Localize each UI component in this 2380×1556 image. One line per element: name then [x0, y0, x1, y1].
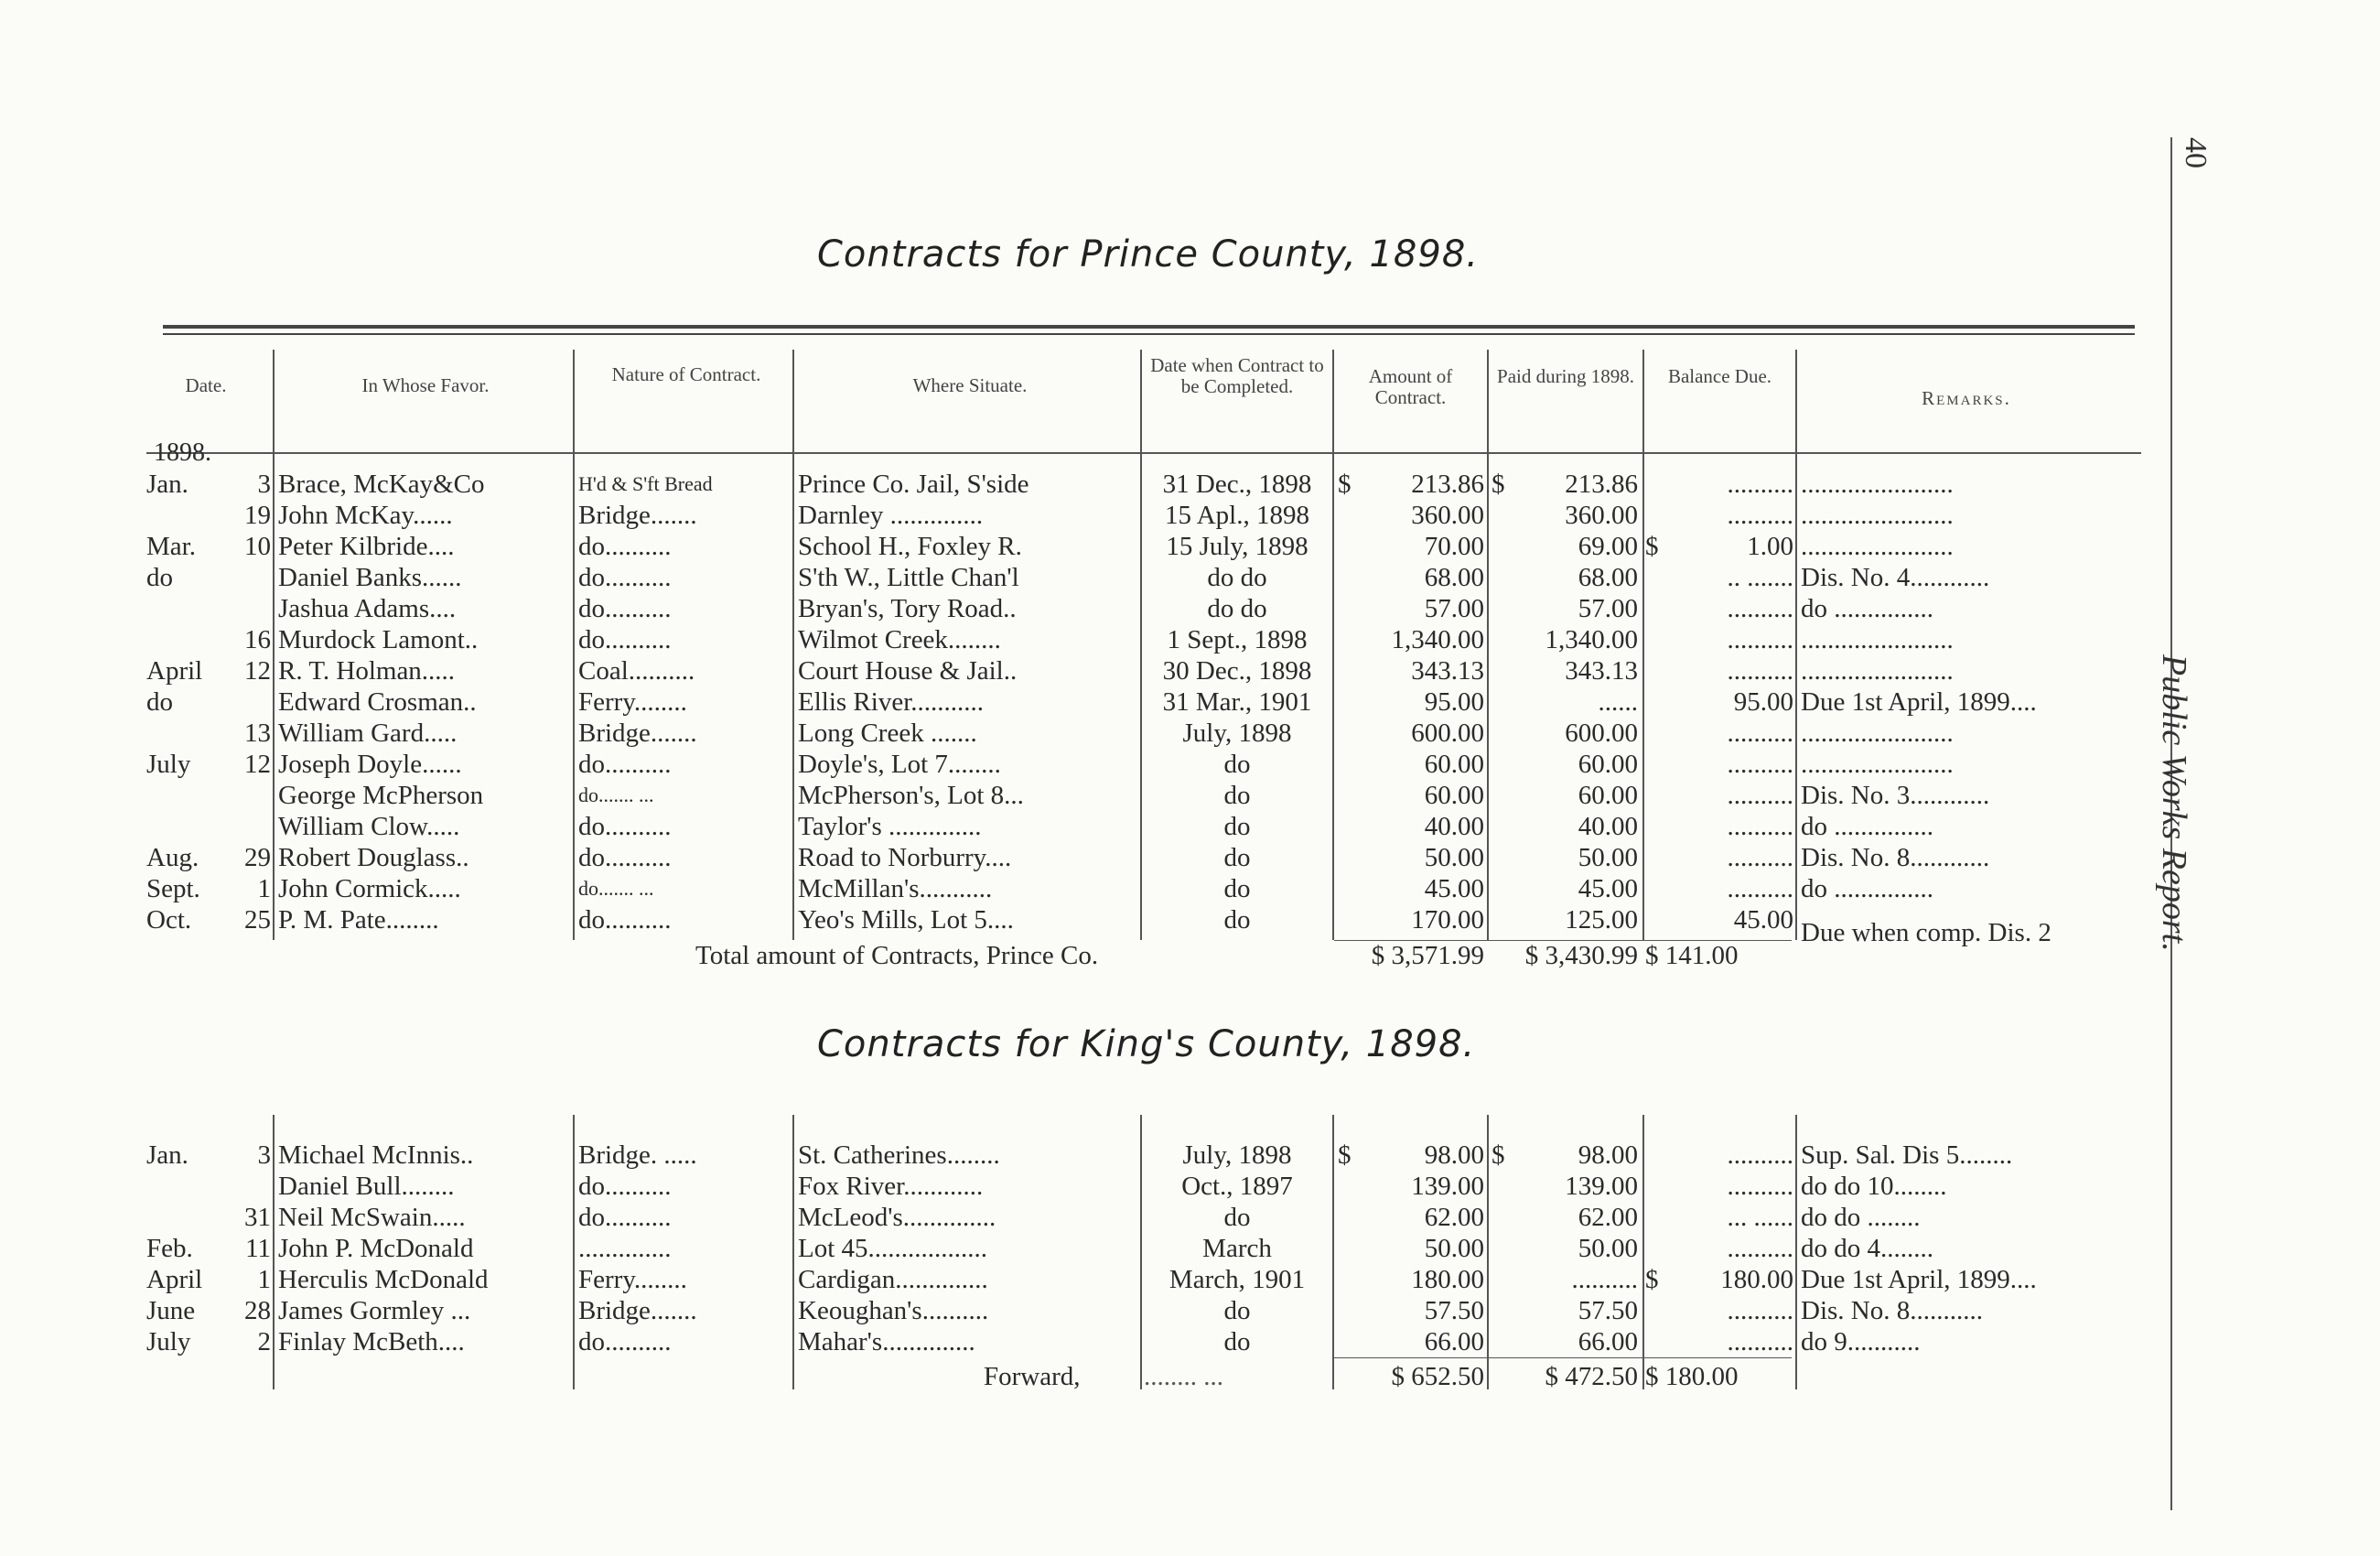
cell-amount: 45.00 — [1424, 874, 1484, 903]
cell-balance: .......... — [1727, 719, 1793, 748]
cell-balance: 95.00 — [1733, 687, 1793, 717]
cell-in-whose-favor: Jashua Adams.... — [278, 594, 457, 623]
cell-balance: .......... — [1727, 625, 1793, 654]
cell-month: Jan. — [146, 1140, 188, 1170]
prince-header-underline — [146, 452, 2141, 454]
cell-in-whose-favor: John P. McDonald — [278, 1234, 474, 1263]
cell-month: Oct. — [146, 905, 192, 935]
cell-in-whose-favor: Peter Kilbride.... — [278, 532, 455, 561]
cell-in-whose-favor: Edward Crosman.. — [278, 687, 477, 717]
cell-remarks: Sup. Sal. Dis 5........ — [1801, 1140, 2013, 1170]
cell-date-completed: do do — [1207, 563, 1267, 592]
cell-paid: 69.00 — [1578, 532, 1638, 561]
cell-month: July — [146, 750, 191, 779]
cell-balance: 1.00 — [1747, 532, 1793, 561]
cell-paid: 62.00 — [1578, 1203, 1638, 1232]
cell-date-completed: do do — [1207, 594, 1267, 623]
cell-nature: do....... ... — [578, 783, 654, 806]
header-amount-of-contract: Amount of Contract. — [1368, 365, 1453, 408]
cell-balance: ... ...... — [1727, 1203, 1793, 1232]
cell-in-whose-favor: John McKay...... — [278, 501, 453, 530]
cell-nature: Coal.......... — [578, 656, 695, 686]
cell-in-whose-favor: Michael McInnis.. — [278, 1140, 474, 1170]
cell-where-situate: Cardigan.............. — [798, 1265, 988, 1294]
cell-balance: .......... — [1727, 656, 1793, 686]
cell-remarks: ....................... — [1801, 470, 1954, 499]
total-amount: $ 3,571.99 — [1371, 941, 1484, 970]
cell-balance: .......... — [1727, 1296, 1793, 1325]
cell-amount: 60.00 — [1424, 781, 1484, 810]
cell-remarks: Due 1st April, 1899.... — [1801, 687, 2037, 717]
cell-paid: 68.00 — [1578, 563, 1638, 592]
cell-in-whose-favor: Daniel Bull........ — [278, 1172, 455, 1201]
cell-remarks: do ............... — [1801, 874, 1933, 903]
cell-where-situate: Doyle's, Lot 7........ — [798, 750, 1001, 779]
cell-nature: do.......... — [578, 594, 672, 623]
cell-in-whose-favor: Robert Douglass.. — [278, 843, 469, 872]
cell-remarks: Dis. No. 8........... — [1801, 1296, 1983, 1325]
cell-where-situate: School H., Foxley R. — [798, 532, 1022, 561]
cell-amount: 170.00 — [1411, 905, 1484, 935]
cell-date-completed: do — [1223, 874, 1251, 903]
cell-where-situate: Road to Norburry.... — [798, 843, 1012, 872]
cell-amount: 62.00 — [1424, 1203, 1484, 1232]
cell-month: do — [146, 563, 173, 592]
header-remarks: Remarks. — [1922, 387, 2011, 409]
cell-remarks: do ............... — [1801, 594, 1933, 623]
forward-paid: $ 472.50 — [1545, 1362, 1638, 1391]
cell-where-situate: Lot 45.................. — [798, 1234, 988, 1263]
prince-table-row — [0, 780, 2159, 811]
cell-date-completed: March — [1202, 1234, 1272, 1263]
cell-day: 25 — [244, 905, 271, 935]
cell-paid: 66.00 — [1578, 1327, 1638, 1356]
cell-in-whose-favor: James Gormley ... — [278, 1296, 471, 1325]
cell-date-completed: do — [1223, 781, 1251, 810]
cell-date-completed: do — [1223, 750, 1251, 779]
cell-amount: 57.50 — [1424, 1296, 1484, 1325]
cell-remarks: do 9........... — [1801, 1327, 1921, 1356]
cell-balance: 180.00 — [1720, 1265, 1793, 1294]
cell-in-whose-favor: John Cormick..... — [278, 874, 461, 903]
cell-date-completed: 1 Sept., 1898 — [1167, 625, 1308, 654]
cell-amount: 66.00 — [1424, 1327, 1484, 1356]
cell-balance-sign: $ — [1645, 532, 1659, 561]
cell-paid-sign: $ — [1492, 470, 1505, 499]
prince-table-row — [0, 873, 2159, 904]
cell-nature: do.......... — [578, 812, 672, 841]
top-rule-thin — [163, 333, 2135, 335]
cell-remarks: do do ........ — [1801, 1203, 1921, 1232]
cell-in-whose-favor: Neil McSwain..... — [278, 1203, 466, 1232]
cell-remarks: Dis. No. 3............ — [1801, 781, 1990, 810]
cell-paid-sign: $ — [1492, 1140, 1505, 1170]
cell-month: June — [146, 1296, 196, 1325]
forward-balance: $ 180.00 — [1645, 1362, 1739, 1391]
header-in-whose-favor: In Whose Favor. — [361, 374, 490, 396]
cell-paid: 125.00 — [1565, 905, 1638, 935]
cell-in-whose-favor: Finlay McBeth.... — [278, 1327, 465, 1356]
cell-date-completed: Oct., 1897 — [1181, 1172, 1293, 1201]
cell-where-situate: St. Catherines........ — [798, 1140, 1000, 1170]
cell-paid: 213.86 — [1565, 470, 1638, 499]
cell-paid: 45.00 — [1578, 874, 1638, 903]
cell-in-whose-favor: Herculis McDonald — [278, 1265, 489, 1294]
kings-table-row — [0, 1264, 2159, 1295]
prince-table-row — [0, 593, 2159, 624]
cell-remarks: ....................... — [1801, 501, 1954, 530]
cell-balance: .......... — [1727, 750, 1793, 779]
cell-paid: 98.00 — [1578, 1140, 1638, 1170]
cell-date-completed: 31 Dec., 1898 — [1162, 470, 1312, 499]
cell-nature: do.......... — [578, 1203, 672, 1232]
cell-day: 16 — [244, 625, 271, 654]
cell-date-completed: do — [1223, 1296, 1251, 1325]
cell-date-completed: July, 1898 — [1182, 719, 1292, 748]
cell-where-situate: Wilmot Creek........ — [798, 625, 1001, 654]
cell-date-completed: 15 Apl., 1898 — [1165, 501, 1309, 530]
prince-table-row — [0, 469, 2159, 500]
cell-where-situate: McPherson's, Lot 8... — [798, 781, 1024, 810]
cell-in-whose-favor: Daniel Banks...... — [278, 563, 462, 592]
forward-dots: ........ ... — [1144, 1362, 1223, 1391]
cell-balance: .......... — [1727, 1140, 1793, 1170]
cell-paid: 60.00 — [1578, 781, 1638, 810]
cell-balance: 45.00 — [1733, 905, 1793, 935]
cell-nature: do.......... — [578, 905, 672, 935]
cell-paid: 1,340.00 — [1545, 625, 1638, 654]
cell-day: 1 — [257, 874, 271, 903]
cell-date-completed: do — [1223, 905, 1251, 935]
cell-nature: Ferry........ — [578, 687, 687, 717]
cell-where-situate: Darnley .............. — [798, 501, 984, 530]
cell-amount: 60.00 — [1424, 750, 1484, 779]
cell-paid: 50.00 — [1578, 1234, 1638, 1263]
cell-nature: do.......... — [578, 843, 672, 872]
cell-balance: .......... — [1727, 874, 1793, 903]
cell-day: 12 — [244, 750, 271, 779]
cell-in-whose-favor: Joseph Doyle...... — [278, 750, 462, 779]
cell-month: Aug. — [146, 843, 199, 872]
kings-forward-overline — [1334, 1357, 1792, 1358]
cell-paid: 360.00 — [1565, 501, 1638, 530]
prince-table-row — [0, 655, 2159, 686]
cell-nature: H'd & S'ft Bread — [578, 472, 713, 495]
cell-remarks: ....................... — [1801, 719, 1954, 748]
cell-remarks: Dis. No. 4............ — [1801, 563, 1990, 592]
header-where-situate: Where Situate. — [912, 374, 1028, 396]
cell-balance-sign: $ — [1645, 1265, 1659, 1294]
cell-where-situate: Fox River............ — [798, 1172, 984, 1201]
cell-nature: do....... ... — [578, 877, 654, 900]
cell-day: 12 — [244, 656, 271, 686]
cell-remarks: ....................... — [1801, 750, 1954, 779]
cell-balance: .......... — [1727, 470, 1793, 499]
cell-date-completed: 30 Dec., 1898 — [1162, 656, 1312, 686]
cell-in-whose-favor: William Gard..... — [278, 719, 458, 748]
cell-in-whose-favor: George McPherson — [278, 781, 484, 810]
cell-remarks: do ............... — [1801, 812, 1933, 841]
cell-amount: 600.00 — [1411, 719, 1484, 748]
cell-month: Feb. — [146, 1234, 193, 1263]
prince-table-row — [0, 686, 2159, 718]
cell-paid: .......... — [1571, 1265, 1638, 1294]
cell-month: April — [146, 656, 203, 686]
cell-nature: do.......... — [578, 532, 672, 561]
cell-balance: .......... — [1727, 1172, 1793, 1201]
cell-where-situate: S'th W., Little Chan'l — [798, 563, 1019, 592]
cell-amount: 139.00 — [1411, 1172, 1484, 1201]
cell-where-situate: Court House & Jail.. — [798, 656, 1018, 686]
cell-remarks: Dis. No. 8............ — [1801, 843, 1990, 872]
cell-where-situate: McLeod's.............. — [798, 1203, 996, 1232]
cell-where-situate: Mahar's.............. — [798, 1327, 975, 1356]
cell-in-whose-favor: William Clow..... — [278, 812, 460, 841]
cell-date-completed: do — [1223, 843, 1251, 872]
header-balance-due: Balance Due. — [1667, 365, 1772, 387]
cell-remarks: ....................... — [1801, 656, 1954, 686]
cell-balance: .......... — [1727, 1234, 1793, 1263]
cell-balance: .......... — [1727, 781, 1793, 810]
cell-amount: 360.00 — [1411, 501, 1484, 530]
cell-day: 3 — [257, 470, 271, 499]
cell-balance: .......... — [1727, 1327, 1793, 1356]
cell-month: July — [146, 1327, 191, 1356]
cell-nature: do.......... — [578, 1327, 672, 1356]
cell-where-situate: Keoughan's.......... — [798, 1296, 989, 1325]
prince-year: 1898. — [154, 438, 211, 467]
kings-table-row — [0, 1326, 2159, 1357]
prince-table-row — [0, 811, 2159, 842]
cell-nature: Bridge....... — [578, 719, 697, 748]
total-balance: $ 141.00 — [1645, 941, 1739, 970]
cell-date-completed: do — [1223, 1327, 1251, 1356]
cell-day: 28 — [244, 1296, 271, 1325]
cell-date-completed: do — [1223, 1203, 1251, 1232]
cell-amount: 68.00 — [1424, 563, 1484, 592]
cell-day: 10 — [244, 532, 271, 561]
cell-balance: .......... — [1727, 812, 1793, 841]
cell-where-situate: McMillan's........... — [798, 874, 993, 903]
cell-nature: Bridge....... — [578, 501, 697, 530]
cell-balance: .. ....... — [1727, 563, 1793, 592]
total-paid: $ 3,430.99 — [1524, 941, 1638, 970]
cell-remarks: do do 4........ — [1801, 1234, 1933, 1263]
cell-amount-sign: $ — [1338, 1140, 1352, 1170]
cell-amount: 180.00 — [1411, 1265, 1484, 1294]
cell-paid: 50.00 — [1578, 843, 1638, 872]
cell-date-completed: do — [1223, 812, 1251, 841]
cell-nature: .............. — [578, 1234, 672, 1263]
top-rule-thick — [163, 325, 2135, 329]
cell-month: Jan. — [146, 470, 188, 499]
cell-amount-sign: $ — [1338, 470, 1352, 499]
cell-date-completed: March, 1901 — [1168, 1265, 1306, 1294]
cell-remarks: ....................... — [1801, 625, 1954, 654]
cell-where-situate: Taylor's .............. — [798, 812, 982, 841]
cell-amount: 57.00 — [1424, 594, 1484, 623]
forward-label: Forward, — [984, 1362, 1081, 1391]
cell-paid: 600.00 — [1565, 719, 1638, 748]
kings-table-row — [0, 1140, 2159, 1171]
cell-nature: Ferry........ — [578, 1265, 687, 1294]
prince-table-row — [0, 562, 2159, 593]
prince-table-row — [0, 500, 2159, 531]
cell-paid: 343.13 — [1565, 656, 1638, 686]
cell-month: do — [146, 687, 173, 717]
cell-remarks: Due when comp. Dis. 2 — [1801, 918, 2052, 947]
cell-balance: .......... — [1727, 843, 1793, 872]
header-date-completed: Date when Contract to be Completed. — [1150, 354, 1324, 397]
cell-remarks: Due 1st April, 1899.... — [1801, 1265, 2037, 1294]
cell-remarks: do do 10........ — [1801, 1172, 1947, 1201]
cell-where-situate: Bryan's, Tory Road.. — [798, 594, 1017, 623]
cell-paid: 57.50 — [1578, 1296, 1638, 1325]
cell-day: 31 — [244, 1203, 271, 1232]
cell-paid: 60.00 — [1578, 750, 1638, 779]
cell-day: 19 — [244, 501, 271, 530]
cell-date-completed: 15 July, 1898 — [1166, 532, 1308, 561]
header-date: Date. — [185, 374, 227, 396]
kings-table-row — [0, 1233, 2159, 1264]
prince-table-row — [0, 624, 2159, 655]
kings-title: Contracts for King's County, 1898. — [817, 1023, 1476, 1065]
prince-table-row — [0, 531, 2159, 562]
cell-amount: 95.00 — [1424, 687, 1484, 717]
cell-date-completed: July, 1898 — [1182, 1140, 1292, 1170]
cell-paid: 40.00 — [1578, 812, 1638, 841]
cell-amount: 98.00 — [1424, 1140, 1484, 1170]
cell-amount: 213.86 — [1411, 470, 1484, 499]
prince-table-row — [0, 718, 2159, 749]
cell-amount: 50.00 — [1424, 843, 1484, 872]
cell-in-whose-favor: Murdock Lamont.. — [278, 625, 479, 654]
page-number: 40 — [2179, 137, 2213, 168]
cell-nature: Bridge....... — [578, 1296, 697, 1325]
cell-where-situate: Ellis River........... — [798, 687, 984, 717]
kings-table-row — [0, 1202, 2159, 1233]
cell-nature: do.......... — [578, 563, 672, 592]
cell-day: 11 — [245, 1234, 271, 1263]
prince-table-row — [0, 842, 2159, 873]
cell-amount: 1,340.00 — [1391, 625, 1484, 654]
cell-day: 1 — [257, 1265, 271, 1294]
forward-amount: $ 652.50 — [1391, 1362, 1484, 1391]
cell-amount: 40.00 — [1424, 812, 1484, 841]
cell-where-situate: Prince Co. Jail, S'side — [798, 470, 1029, 499]
header-nature-of-contract: Nature of Contract. — [611, 363, 761, 385]
cell-day: 13 — [244, 719, 271, 748]
cell-in-whose-favor: P. M. Pate........ — [278, 905, 439, 935]
kings-table-row — [0, 1295, 2159, 1326]
cell-amount: 50.00 — [1424, 1234, 1484, 1263]
cell-nature: do.......... — [578, 750, 672, 779]
total-label: Total amount of Contracts, Prince Co. — [695, 941, 1099, 970]
cell-nature: do.......... — [578, 1172, 672, 1201]
cell-remarks: ....................... — [1801, 532, 1954, 561]
cell-month: Mar. — [146, 532, 196, 561]
cell-amount: 343.13 — [1411, 656, 1484, 686]
prince-table-row — [0, 749, 2159, 780]
cell-nature: Bridge. ..... — [578, 1140, 697, 1170]
cell-day: 2 — [257, 1327, 271, 1356]
cell-where-situate: Yeo's Mills, Lot 5.... — [798, 905, 1014, 935]
prince-title: Contracts for Prince County, 1898. — [817, 233, 1479, 276]
cell-day: 3 — [257, 1140, 271, 1170]
cell-in-whose-favor: R. T. Holman..... — [278, 656, 456, 686]
kings-table-row — [0, 1171, 2159, 1202]
cell-day: 29 — [244, 843, 271, 872]
cell-paid: 139.00 — [1565, 1172, 1638, 1201]
cell-balance: .......... — [1727, 501, 1793, 530]
cell-month: Sept. — [146, 874, 200, 903]
cell-balance: .......... — [1727, 594, 1793, 623]
cell-paid: ...... — [1598, 687, 1638, 717]
cell-paid: 57.00 — [1578, 594, 1638, 623]
header-paid-during-1898: Paid during 1898. — [1497, 365, 1634, 387]
cell-where-situate: Long Creek ....... — [798, 719, 977, 748]
running-head: Public Works Report. — [2155, 654, 2193, 952]
cell-in-whose-favor: Brace, McKay&Co — [278, 470, 485, 499]
cell-nature: do.......... — [578, 625, 672, 654]
cell-month: April — [146, 1265, 203, 1294]
cell-date-completed: 31 Mar., 1901 — [1162, 687, 1312, 717]
cell-amount: 70.00 — [1424, 532, 1484, 561]
